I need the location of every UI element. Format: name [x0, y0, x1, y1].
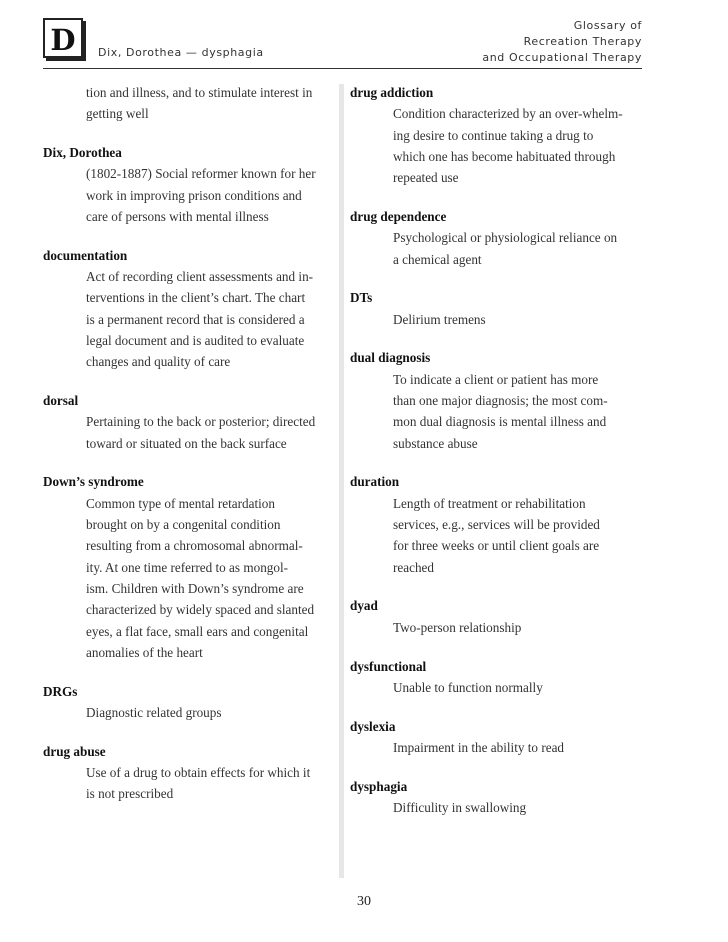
column-divider [339, 84, 344, 878]
definition-line: Unable to function normally [393, 679, 543, 695]
glossary-entry-dix-dorothea [43, 142, 335, 227]
glossary-entry-dyslexia [350, 716, 642, 759]
entry-definition [43, 702, 335, 723]
definition-line: changes and quality of care [86, 354, 231, 370]
definition-line: toward or situated on the back surface [86, 435, 287, 451]
definition-line: which one has become habituated through [393, 148, 616, 164]
glossary-entry-documentation [43, 245, 335, 373]
definition-line: Difficulity in swallowing [393, 800, 527, 816]
definition-line: ing desire to continue taking a drug to [393, 127, 594, 143]
entry-term: Down’s syndrome [43, 474, 144, 490]
glossary-entry-dysfunctional [350, 656, 642, 699]
entry-term: dual diagnosis [350, 350, 431, 366]
entry-definition [350, 677, 642, 698]
definition-line: Act of recording client assessments and in- [86, 269, 314, 285]
definition-line: a chemical agent [393, 251, 482, 267]
glossary-entry-drug-dependence [350, 206, 642, 270]
definition-line: resulting from a chromosomal abnormal- [86, 538, 303, 554]
definition-line: terventions in the client’s chart. The chart [86, 290, 306, 306]
definition-line: than one major diagnosis; the most com- [393, 393, 608, 409]
glossary-entry-drgs [43, 681, 335, 724]
entry-definition [350, 309, 642, 330]
entry-term: drug abuse [43, 743, 106, 759]
glossary-entry-dual-diagnosis [350, 347, 642, 453]
entry-definition [43, 82, 335, 125]
book-title-line: and Occupational Therapy [482, 51, 642, 64]
definition-line: Psychological or physiological reliance on [393, 230, 618, 246]
definition-line: anomalies of the heart [86, 644, 203, 660]
entry-definition [350, 227, 642, 270]
definition-line: Delirium tremens [393, 311, 486, 327]
entry-term: dysfunctional [350, 658, 427, 674]
definition-line: is a permanent record that is considered a [86, 311, 305, 327]
definition-line: Two-person relationship [393, 619, 522, 635]
definition-line: is not prescribed [86, 786, 174, 802]
definition-line: work in improving prison conditions and [86, 187, 302, 203]
definition-line: substance abuse [393, 435, 478, 451]
definition-line: services, e.g., services will be provided [393, 517, 600, 533]
book-title [482, 18, 642, 66]
definition-line: Use of a drug to obtain effects for which it [86, 765, 311, 781]
entry-definition [350, 369, 642, 454]
definition-line: To indicate a client or patient has more [393, 371, 599, 387]
entry-term: drug dependence [350, 208, 447, 224]
entry-definition [43, 762, 335, 805]
definition-line: (1802-1887) Social reformer known for her [86, 166, 316, 182]
entry-definition [43, 493, 335, 663]
definition-line: care of persons with mental illness [86, 208, 269, 224]
definition-line: Impairment in the ability to read [393, 739, 565, 755]
entry-definition [43, 266, 335, 372]
glossary-entry-duration [350, 471, 642, 577]
entry-term: drug addiction [350, 85, 434, 100]
continued-entry [43, 82, 335, 125]
entry-term: duration [350, 474, 400, 490]
entry-definition [350, 797, 642, 818]
section-letter-box: D [43, 18, 83, 58]
entry-term: dorsal [43, 393, 79, 409]
definition-line: legal document and is audited to evaluate [86, 332, 305, 348]
entry-definition [350, 493, 642, 578]
glossary-entry-drug-addiction [350, 82, 642, 188]
definition-line: mon dual diagnosis is mental illness and [393, 414, 607, 430]
entry-definition [350, 737, 642, 758]
entry-term: DRGs [43, 683, 78, 699]
definition-line: Common type of mental retardation [86, 495, 275, 511]
glossary-entry-dyad [350, 595, 642, 638]
page-number: 30 [357, 894, 371, 909]
definition-line: tion and illness, and to stimulate interest in [86, 85, 313, 100]
definition-line: for three weeks or until client goals are [393, 538, 600, 554]
left-column [43, 82, 335, 822]
definition-line: Diagnostic related groups [86, 704, 222, 720]
entry-definition [43, 411, 335, 454]
right-column [350, 82, 642, 836]
book-title-line: Glossary of [573, 19, 642, 32]
definition-line: ism. Children with Down’s syndrome are [86, 580, 304, 596]
glossary-entry-drug-abuse [43, 741, 335, 805]
definition-line: brought on by a congenital condition [86, 517, 281, 533]
glossary-entry-dysphagia [350, 776, 642, 819]
definition-line: Pertaining to the back or posterior; directed [86, 414, 316, 430]
definition-line: reached [393, 559, 434, 575]
glossary-entry-downs-syndrome [43, 471, 335, 663]
entry-term: documentation [43, 247, 128, 263]
entry-term: dyslexia [350, 718, 396, 734]
definition-line: eyes, a flat face, small ears and congenital [86, 623, 309, 639]
definition-line: ity. At one time referred to as mongol- [86, 559, 289, 575]
running-head: Dix, Dorothea — dysphagia [98, 46, 264, 59]
entry-definition [350, 617, 642, 638]
definition-line: Condition characterized by an over-whelm- [393, 106, 623, 122]
definition-line: getting well [86, 106, 149, 122]
entry-term: dyad [350, 598, 378, 614]
entry-term: Dix, Dorothea [43, 145, 122, 161]
glossary-entry-dts [350, 287, 642, 330]
entry-definition [350, 103, 642, 188]
entry-definition [43, 163, 335, 227]
header-rule [43, 68, 642, 69]
definition-line: repeated use [393, 170, 459, 186]
book-title-line: Recreation Therapy [523, 35, 642, 48]
entry-term: DTs [350, 290, 373, 306]
entry-term: dysphagia [350, 778, 408, 794]
glossary-entry-dorsal [43, 390, 335, 454]
definition-line: characterized by widely spaced and slanted [86, 602, 315, 618]
definition-line: Length of treatment or rehabilitation [393, 495, 586, 511]
